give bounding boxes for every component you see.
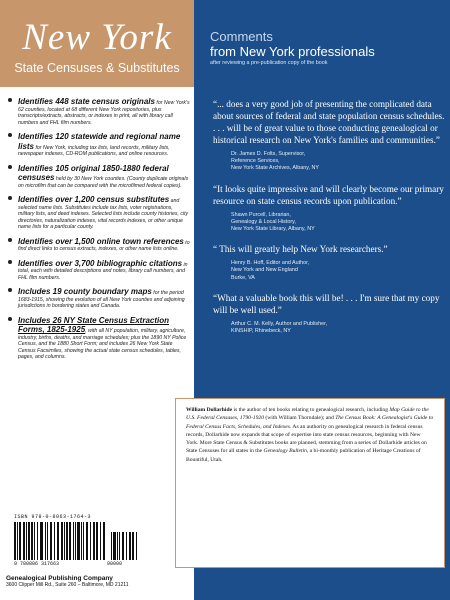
barcode-bar — [66, 522, 68, 560]
feature-item — [8, 132, 190, 158]
ean-barcode-bars — [14, 522, 107, 560]
price-code: 90000 — [106, 561, 122, 567]
feature-item — [8, 237, 190, 253]
feature-list — [8, 97, 190, 367]
publisher-name: Genealogical Publishing Company — [6, 575, 113, 582]
testimonial — [213, 183, 445, 234]
feature-item — [8, 316, 190, 361]
barcode-bar — [113, 532, 115, 560]
feature-heading: Identifies over 1,200 census substitutes — [18, 195, 170, 204]
testimonial-quote: “ This will greatly help New York researchers.” — [213, 244, 388, 255]
barcode-bar — [93, 522, 95, 560]
feature-heading: Identifies 448 state census originals — [18, 97, 155, 106]
comments-subheading: from New York professionals — [210, 44, 375, 59]
attribution-line: Reference Services, — [231, 158, 280, 165]
bullet-icon — [8, 98, 12, 102]
feature-text: to find direct links to census extracts, indexes, or other name lists online. — [18, 239, 190, 252]
barcode-bar — [96, 522, 98, 560]
barcode-bar — [73, 522, 74, 560]
barcode-bar — [132, 532, 134, 560]
barcode-bar — [61, 522, 63, 560]
feature-heading: Identifies 120 statewide and regional name lists — [18, 132, 181, 151]
feature-heading: Identifies over 1,500 online town references — [18, 236, 184, 246]
barcode — [14, 514, 122, 572]
book-subtitle: State Censuses & Substitutes — [14, 61, 180, 75]
bio-text-segment: , a bi-monthly publication of Heritage Creations of Bountiful, Utah. — [186, 448, 421, 463]
barcode-bar — [122, 532, 124, 560]
comments-header — [210, 30, 446, 66]
book-title: New York — [22, 17, 172, 58]
barcode-bar — [37, 522, 39, 560]
barcode-bar — [34, 522, 35, 560]
barcode-bar — [129, 532, 131, 560]
barcode-bar — [19, 522, 21, 560]
barcode-bar — [54, 522, 55, 560]
barcode-bar — [17, 522, 18, 560]
barcode-bar — [64, 522, 65, 560]
testimonial — [213, 243, 445, 282]
barcode-bar — [117, 532, 118, 560]
bio-text-segment: Map Guide to the U.S. Federal Censuses, 1790-1920 — [186, 407, 429, 422]
barcode-bar — [77, 522, 79, 560]
quotes-list — [213, 98, 445, 345]
bio-text-segment: William Dollarhide — [186, 407, 233, 413]
barcode-bar — [14, 522, 16, 560]
testimonial — [213, 292, 445, 335]
bio-text-segment: The Census Book: A Genealogist's Guide to Federal Census Facts, Schedules, and Indexes — [186, 415, 434, 430]
barcode-bar — [103, 522, 105, 560]
attribution-line: Henry B. Hoff, Editor and Author, — [231, 260, 310, 267]
testimonial-attribution — [231, 321, 445, 335]
isbn-number: ISBN 978-0-8063-1764-3 — [14, 514, 92, 520]
barcode-bar — [83, 522, 85, 560]
attribution-line: New York and New England — [231, 267, 298, 274]
barcode-bar — [40, 522, 42, 560]
feature-heading: Identifies over 3,700 bibliographic citations — [18, 258, 183, 268]
publisher-address: 3600 Clipper Mill Rd., Suite 260 – Baltimore, MD 21211 — [6, 582, 129, 588]
testimonial-attribution — [231, 260, 445, 282]
barcode-bar — [47, 522, 49, 560]
feature-heading: Includes 26 NY State Census Extraction Forms, 1825-1925 — [18, 315, 170, 334]
testimonial-quote: “It looks quite impressive and will clearly become our primary resource on state census records upon publication.” — [213, 183, 444, 206]
feature-text: for New York's 62 counties, located at 68 different New York repositories, plus transcripts/extracts, abstracts, or indexes in print, all with library call numbers and FHL film numbers. — [18, 100, 190, 126]
barcode-bar — [81, 522, 82, 560]
bullet-icon — [8, 238, 12, 242]
barcode-bar — [136, 532, 137, 560]
bio-text-segment: Genealogy Bulletin — [263, 448, 307, 455]
barcode-bar — [45, 522, 46, 560]
bullet-icon — [8, 317, 12, 321]
feature-item — [8, 164, 190, 190]
attribution-line: KINSHIP, Rhinebeck, NY — [231, 328, 291, 335]
bullet-icon — [8, 133, 12, 137]
feature-text: , with all NY population, military, agriculture, industry, births, deaths, and marriage schedules; plus the 1890 NY Police Census, and the 1880 Short Form; and includes 26 New York State Census Facsimiles, showing the actual state census schedules, tables, pages, and columns. — [18, 328, 187, 360]
attribution-line: Shawn Purcell, Librarian, — [231, 211, 291, 218]
barcode-bar — [28, 522, 30, 560]
barcode-bar — [111, 532, 113, 560]
testimonial-attribution — [231, 151, 445, 173]
testimonial-quote: “... does a very good job of presenting the complicated data about sources of federal and state population census schedules. . . . will be of great value to those conducting genealogical or historical research on New York's families and communities.” — [213, 99, 445, 145]
author-bio — [175, 398, 445, 568]
comments-heading: Comments — [210, 29, 273, 44]
barcode-bar — [100, 522, 101, 560]
title-block — [0, 0, 194, 87]
attribution-line: Burke, VA — [231, 274, 255, 281]
bio-text-segment: (with William Thorndale); and — [264, 415, 336, 422]
testimonial-quote: “What a valuable book this will be! . . . I'm sure that my copy will be well used.” — [213, 292, 440, 315]
publisher-info — [6, 575, 128, 588]
attribution-line: Dr. James D. Folts, Supervisor, — [231, 151, 306, 157]
feature-text: and selected name lists. Substitutes include tax lists, voter registrations, military lists, and deed indexes. Selected lists include county histories, city directories, naturalization indexes, vital records indexes, or other unique name lists for a particular county. — [18, 198, 189, 230]
barcode-bar — [26, 522, 27, 560]
price-barcode-bars — [111, 532, 139, 560]
comments-note: after reviewing a pre-publication copy of the book — [210, 60, 328, 66]
bio-text-segment: is the author of ten books relating to genealogical research, including — [232, 407, 390, 413]
barcode-bar — [31, 522, 33, 560]
bio-text-segment: . As an authority on genealogical research in federal census records, Dollarhide now expands that scope of expertise into state census resources, beginning with New York. More State Census & Substitutes books are planned, stemming from a series of Dollarhide articles on State Censuses for all states in the — [186, 423, 427, 455]
testimonial-attribution — [231, 212, 445, 234]
feature-heading: Identifies 105 original 1850-1880 federal censuses — [18, 163, 169, 182]
barcode-bar — [50, 522, 52, 560]
attribution-line: Genealogy & Local History, — [231, 218, 296, 225]
bullet-icon — [8, 165, 12, 169]
barcode-bar — [119, 532, 121, 560]
barcode-bar — [57, 522, 59, 560]
barcode-bar — [126, 532, 127, 560]
feature-item — [8, 287, 190, 310]
feature-item — [8, 195, 190, 231]
attribution-line: New York State Library, Albany, NY — [231, 226, 315, 233]
ean-number: 9 780806 317663 — [14, 561, 60, 567]
barcode-bar — [69, 522, 71, 560]
barcode-bar — [23, 522, 25, 560]
feature-heading: Includes 19 county boundary maps — [18, 287, 152, 296]
testimonial — [213, 98, 445, 173]
feature-text: held by 30 New York counties. (County duplicate originals on microfilm that can be compared with the microfilmed federal copies). — [18, 176, 189, 189]
feature-text: in total, each with detailed descriptions and notes, library call numbers, and FHL film numbers. — [18, 261, 188, 281]
bullet-icon — [8, 288, 12, 292]
barcode-bar — [90, 522, 91, 560]
attribution-line: Arthur C. M. Kelly, Author and Publisher, — [231, 320, 328, 327]
bullet-icon — [8, 196, 12, 200]
feature-text: for the period 1683-1915, showing the evolution of all New York counties and adjoining jurisdictions in bordering states and Canada. — [18, 290, 185, 309]
barcode-bar — [86, 522, 88, 560]
left-panel — [0, 0, 194, 600]
feature-text: for New York, including tax lists, land records, military lists, newspaper indexes, CD-ROM publications, and online resources. — [18, 144, 170, 157]
bullet-icon — [8, 260, 12, 264]
barcode-bar — [75, 522, 77, 560]
feature-item — [8, 97, 190, 126]
attribution-line: New York State Archives, Albany, NY — [231, 165, 319, 172]
feature-item — [8, 259, 190, 282]
